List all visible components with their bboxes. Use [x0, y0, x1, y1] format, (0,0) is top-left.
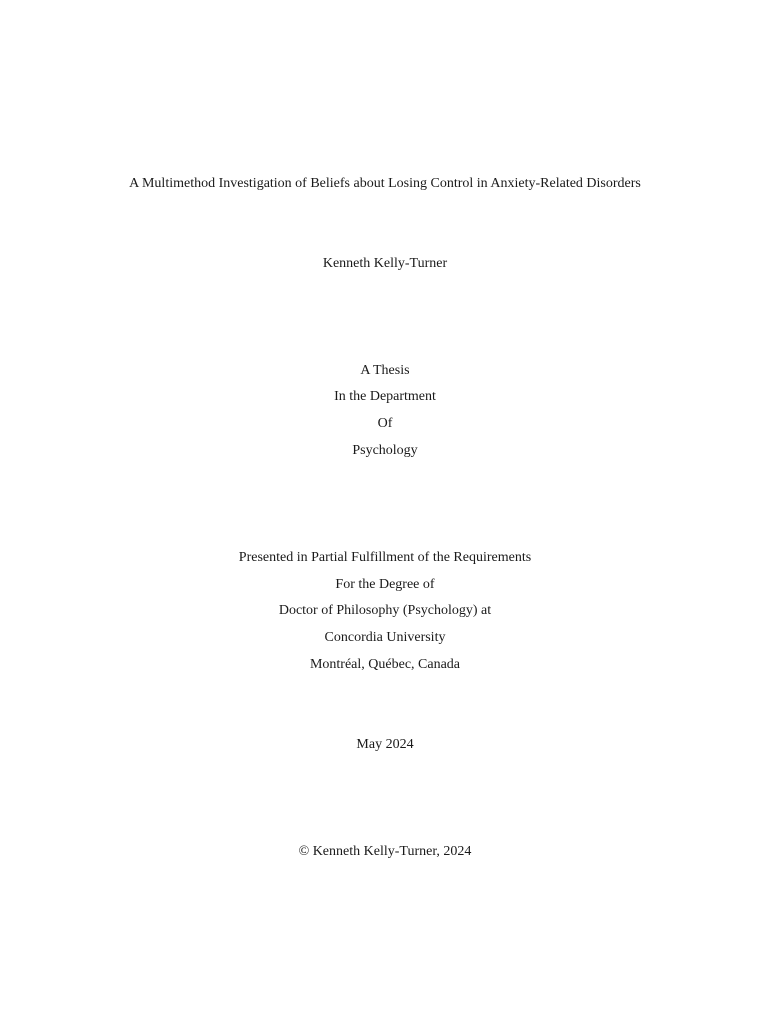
author-name: Kenneth Kelly-Turner — [322, 256, 448, 271]
department-intro: In the Department — [334, 389, 436, 404]
requirements-statement: Presented in Partial Fulfillment of the Requirements — [238, 550, 532, 565]
department-of: Of — [377, 416, 393, 431]
copyright-notice: © Kenneth Kelly-Turner, 2024 — [298, 844, 472, 859]
thesis-label: A Thesis — [360, 363, 410, 378]
department-name: Psychology — [352, 443, 418, 458]
thesis-title: A Multimethod Investigation of Beliefs about Losing Control in Anxiety-Related Disorders — [129, 176, 641, 191]
submission-date: May 2024 — [356, 737, 414, 752]
university-location: Montréal, Québec, Canada — [309, 657, 461, 672]
degree-intro: For the Degree of — [335, 577, 435, 592]
university-name: Concordia University — [324, 630, 446, 645]
degree-name: Doctor of Philosophy (Psychology) at — [278, 603, 492, 618]
